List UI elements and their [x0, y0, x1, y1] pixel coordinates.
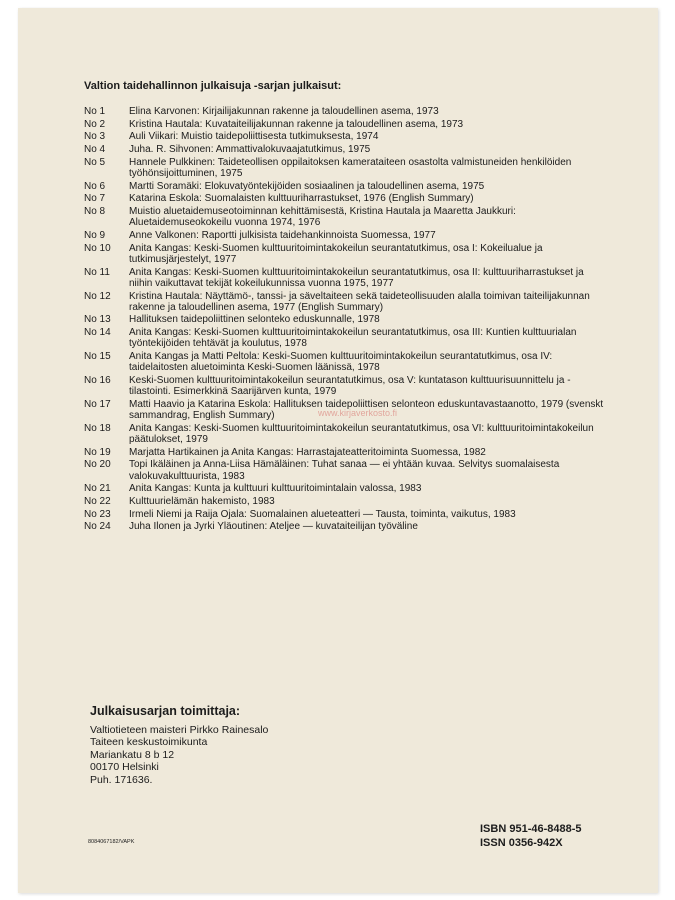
editor-heading: Julkaisusarjan toimittaja: — [90, 704, 241, 718]
publication-text: Anita Kangas: Keski-Suomen kulttuuritoimintakokeilun seurantatutkimus, osa I: Kokeilualue ja tutkimusjärjestelyt, 1977 — [129, 242, 543, 265]
publication-text: Muistio aluetaidemuseotoiminnan kehittämisestä, Kristina Hautala ja Maaretta Jaukkuri: Aluetaidemuseokokeilu vuonna 1974, 1976 — [129, 206, 516, 229]
publication-number: No 20 — [84, 459, 111, 471]
publication-item — [84, 496, 604, 507]
publication-item — [84, 119, 604, 130]
publication-number: No 12 — [84, 290, 111, 302]
publication-text: Anita Kangas: Kunta ja kulttuuri kulttuuritoimintalain valossa, 1983 — [129, 483, 422, 495]
publication-item — [84, 144, 604, 155]
publication-item — [84, 206, 604, 228]
publication-item — [84, 521, 604, 532]
print-code: 8084067182/VAPK — [88, 839, 135, 845]
publication-item — [84, 267, 604, 289]
publication-number: No 15 — [84, 351, 111, 363]
publication-item — [84, 423, 604, 445]
publication-text: Martti Soramäki: Elokuvatyöntekijöiden sosiaalinen ja taloudellinen asema, 1975 — [129, 180, 485, 192]
publication-number: No 24 — [84, 521, 111, 533]
publication-number: No 10 — [84, 242, 111, 254]
publication-item — [84, 314, 604, 325]
editor-line: Valtiotieteen maisteri Pirkko Rainesalo — [90, 723, 269, 736]
publication-text: Auli Viikari: Muistio taidepoliittisesta tutkimuksesta, 1974 — [129, 131, 379, 143]
publication-text: Irmeli Niemi ja Raija Ojala: Suomalainen alueteatteri — Tausta, toiminta, vaikutus, 1983 — [129, 508, 516, 520]
publication-text: Juha Ilonen ja Jyrki Yläoutinen: Ateljee — kuvataiteilijan työväline — [129, 521, 418, 533]
editor-line: Taiteen keskustoimikunta — [90, 736, 208, 748]
editor-line: 00170 Helsinki — [90, 761, 159, 773]
publication-item — [84, 375, 604, 397]
issn-number: ISSN 0356-942X — [480, 836, 563, 849]
publication-text: Keski-Suomen kulttuuritoimintakokeilun seurantatutkimus, osa V: kuntatason kulttuurisuunnittelu ja -tilastointi. Esimerkkinä Saarijärven kunta, 1979 — [129, 374, 571, 398]
publication-item — [84, 106, 604, 117]
publication-text: Kristina Hautala: Näyttämö-, tanssi- ja säveltaiteen sekä taideteollisuuden alalla toimivan taiteilijakunnan rakenne ja taloudellinen asema, 1977 (English Summary) — [129, 290, 590, 313]
isbn-block — [480, 823, 582, 850]
publication-item — [84, 291, 604, 313]
publication-number: No 16 — [84, 374, 111, 386]
publication-number: No 14 — [84, 327, 111, 339]
publication-number: No 19 — [84, 446, 111, 458]
publication-number: No 3 — [84, 131, 106, 143]
publication-text: Anne Valkonen: Raportti julkisista taidehankinnoista Suomessa, 1977 — [129, 230, 436, 242]
publication-item — [84, 193, 604, 204]
publication-item — [84, 459, 604, 481]
isbn-number: ISBN 951-46-8488-5 — [480, 823, 582, 835]
publication-text: Anita Kangas: Keski-Suomen kulttuuritoimintakokeilun seurantatutkimus, osa VI: kulttuuritoimintakokeilun päätulokset, 1979 — [129, 422, 594, 445]
publication-number: No 2 — [84, 118, 106, 130]
editor-line: Mariankatu 8 b 12 — [90, 748, 175, 761]
publication-number: No 1 — [84, 106, 106, 117]
publication-number: No 8 — [84, 206, 106, 218]
publication-number: No 23 — [84, 508, 111, 520]
watermark-text: www.kirjaverkosto.fi — [318, 408, 398, 418]
publication-item — [84, 447, 604, 458]
publication-item — [84, 230, 604, 241]
publication-number: No 5 — [84, 156, 106, 168]
publication-list — [84, 106, 604, 534]
publication-text: Anita Kangas: Keski-Suomen kulttuuritoimintakokeilun seurantatutkimus, osa III: Kuntien kulttuurialan työntekijöiden tehtävät ja koulutus, 1978 — [129, 327, 577, 350]
publication-number: No 6 — [84, 180, 106, 192]
publication-number: No 17 — [84, 398, 111, 410]
publication-item — [84, 483, 604, 494]
series-title: Valtion taidehallinnon julkaisuja -sarjan julkaisut: — [84, 80, 342, 92]
publication-item — [84, 351, 604, 373]
publication-item — [84, 157, 604, 179]
publication-number: No 9 — [84, 230, 106, 242]
editor-block — [90, 705, 268, 786]
publication-text: Hannele Pulkkinen: Taideteollisen oppilaitoksen kamerataiteen osastolta valmistuneiden henkilöiden työhönsijoittuminen, 1975 — [129, 156, 572, 180]
publication-text: Marjatta Hartikainen ja Anita Kangas: Harrastajateatteritoiminta Suomessa, 1982 — [129, 446, 486, 458]
publication-item — [84, 131, 604, 142]
publication-text: Hallituksen taidepoliittinen selonteko eduskunnalle, 1978 — [129, 314, 380, 326]
publication-number: No 7 — [84, 193, 106, 205]
publication-text: Juha. R. Sihvonen: Ammattivalokuvaajatutkimus, 1975 — [129, 144, 371, 156]
publication-number: No 4 — [84, 144, 106, 156]
publication-text: Matti Haavio ja Katarina Eskola: Hallituksen taidepoliittisen selonteon eduskuntavastaanotto, 1979 (svenskt sammandrag, English Summary) — [129, 398, 604, 422]
publication-item — [84, 509, 604, 520]
publication-number: No 18 — [84, 422, 111, 434]
publication-number: No 11 — [84, 266, 110, 278]
publication-text: Anita Kangas: Keski-Suomen kulttuuritoimintakokeilun seurantatutkimus, osa II: kulttuuriharrastukset ja niihin vaikuttavat tekijät kokeilukunnissa vuonna 1975, 1977 — [129, 266, 584, 289]
publication-text: Elina Karvonen: Kirjailijakunnan rakenne ja taloudellinen asema, 1973 — [129, 106, 439, 117]
publication-number: No 13 — [84, 314, 111, 326]
editor-line: Puh. 171636. — [90, 773, 153, 786]
publication-text: Kristina Hautala: Kuvataiteilijakunnan rakenne ja taloudellinen asema, 1973 — [129, 118, 464, 130]
publication-number: No 22 — [84, 496, 111, 507]
publication-item — [84, 327, 604, 349]
publication-text: Anita Kangas ja Matti Peltola: Keski-Suomen kulttuuritoimintakokeilun seurantatutkimus, osa IV: taidelaitosten aluetoiminta Keski-Suomen läänissä, 1978 — [129, 351, 553, 374]
publication-text: Topi Ikäläinen ja Anna-Liisa Hämäläinen: Tuhat sanaa — ei yhtään kuvaa. Selvitys suomalaisesta valokuvakulttuurista, 1983 — [129, 459, 560, 482]
publication-text: Katarina Eskola: Suomalaisten kulttuuriharrastukset, 1976 (English Summary) — [129, 193, 474, 205]
publication-text: Kulttuurielämän hakemisto, 1983 — [129, 496, 275, 507]
publication-item — [84, 243, 604, 265]
publication-number: No 21 — [84, 483, 111, 495]
publication-item — [84, 181, 604, 192]
